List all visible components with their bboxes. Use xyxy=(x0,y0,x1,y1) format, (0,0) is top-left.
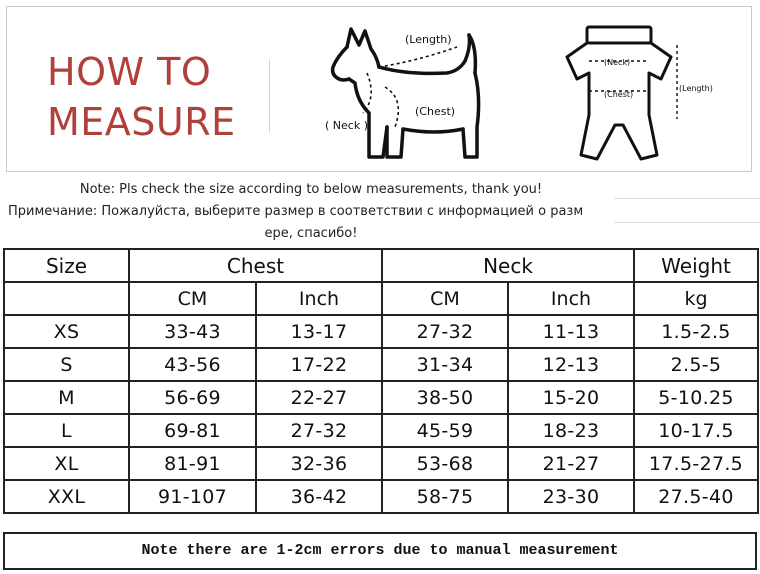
size-cell: L xyxy=(4,414,129,447)
table-unit-header-row xyxy=(4,282,758,315)
chest-cm-cell: 69-81 xyxy=(129,414,256,447)
divider xyxy=(269,59,270,133)
how-to-measure-banner xyxy=(6,6,752,172)
note-russian-line-2: ере, спасибо! xyxy=(264,226,358,241)
weight-cell: 1.5-2.5 xyxy=(634,315,758,348)
chest-inch-cell: 32-36 xyxy=(256,447,382,480)
measurement-error-note: Note there are 1-2cm errors due to manual measurement xyxy=(3,532,757,570)
weight-cell: 2.5-5 xyxy=(634,348,758,381)
size-cell: XXL xyxy=(4,480,129,513)
chest-inch-header: Inch xyxy=(256,282,382,315)
page-title xyxy=(47,47,247,147)
neck-inch-cell: 12-13 xyxy=(508,348,634,381)
neck-inch-cell: 21-27 xyxy=(508,447,634,480)
weight-unit-header: kg xyxy=(634,282,758,315)
size-unit-cell xyxy=(4,282,129,315)
dog-length-label: (Length) xyxy=(405,33,452,46)
chest-cm-cell: 33-43 xyxy=(129,315,256,348)
dog-chest-label: (Chest) xyxy=(415,105,456,118)
neck-cm-cell: 58-75 xyxy=(382,480,508,513)
chest-header: Chest xyxy=(129,249,382,282)
table-row xyxy=(4,348,758,381)
neck-cm-cell: 31-34 xyxy=(382,348,508,381)
size-cell: M xyxy=(4,381,129,414)
size-cell: XL xyxy=(4,447,129,480)
neck-inch-cell: 23-30 xyxy=(508,480,634,513)
chest-inch-cell: 17-22 xyxy=(256,348,382,381)
title-line-1: HOW TO xyxy=(47,50,212,94)
neck-inch-cell: 18-23 xyxy=(508,414,634,447)
chest-cm-cell: 43-56 xyxy=(129,348,256,381)
dog-neck-label: ( Neck ) xyxy=(325,119,368,132)
table-row xyxy=(4,315,758,348)
weight-header: Weight xyxy=(634,249,758,282)
garment-length-label: (Length) xyxy=(679,84,713,93)
weight-cell: 10-17.5 xyxy=(634,414,758,447)
weight-cell: 17.5-27.5 xyxy=(634,447,758,480)
size-header: Size xyxy=(4,249,129,282)
neck-cm-cell: 27-32 xyxy=(382,315,508,348)
chest-inch-cell: 22-27 xyxy=(256,381,382,414)
chest-inch-cell: 36-42 xyxy=(256,480,382,513)
chest-inch-cell: 27-32 xyxy=(256,414,382,447)
size-cell: S xyxy=(4,348,129,381)
weight-cell: 5-10.25 xyxy=(634,381,758,414)
table-row xyxy=(4,381,758,414)
weight-cell: 27.5-40 xyxy=(634,480,758,513)
chest-cm-cell: 56-69 xyxy=(129,381,256,414)
chest-inch-cell: 13-17 xyxy=(256,315,382,348)
neck-header: Neck xyxy=(382,249,634,282)
neck-cm-header: CM xyxy=(382,282,508,315)
chest-cm-cell: 91-107 xyxy=(129,480,256,513)
neck-cm-cell: 38-50 xyxy=(382,381,508,414)
note-russian-line-1: Примечание: Пожалуйста, выберите размер в соответствии с информацией о разм xyxy=(8,204,584,219)
chest-cm-cell: 81-91 xyxy=(129,447,256,480)
table-row xyxy=(4,414,758,447)
table-group-header-row xyxy=(4,249,758,282)
garment-chest-label: (Chest) xyxy=(604,90,634,99)
neck-inch-header: Inch xyxy=(508,282,634,315)
table-row xyxy=(4,447,758,480)
neck-cm-cell: 53-68 xyxy=(382,447,508,480)
neck-cm-cell: 45-59 xyxy=(382,414,508,447)
neck-inch-cell: 15-20 xyxy=(508,381,634,414)
size-note xyxy=(0,176,614,244)
note-english: Note: Pls check the size according to below measurements, thank you! xyxy=(79,182,543,197)
title-line-2: MEASURE xyxy=(47,100,236,144)
chest-cm-header: CM xyxy=(129,282,256,315)
neck-inch-cell: 11-13 xyxy=(508,315,634,348)
table-row xyxy=(4,480,758,513)
garment-neck-label: (Neck) xyxy=(604,58,631,67)
size-chart-table xyxy=(3,248,759,514)
decorative-lines xyxy=(614,176,760,246)
size-cell: XS xyxy=(4,315,129,348)
